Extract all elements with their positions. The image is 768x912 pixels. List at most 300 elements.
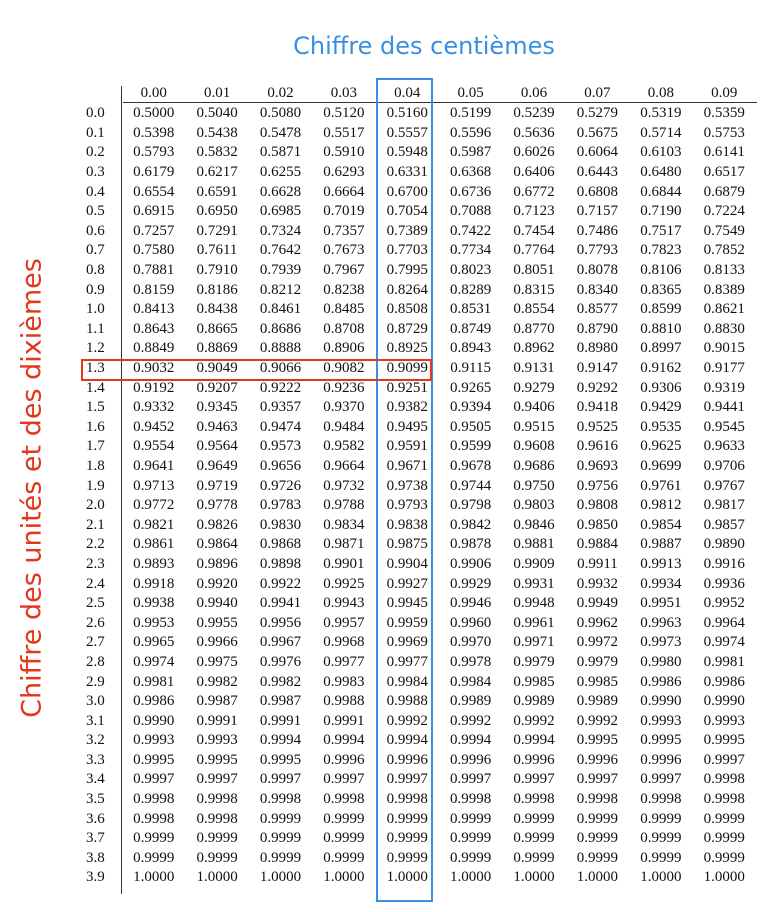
row-header: 2.0 [86, 497, 105, 514]
table-cell: 0.9998 [576, 791, 619, 808]
table-cell: 0.6700 [386, 183, 428, 200]
table-cell: 0.9279 [513, 379, 555, 396]
table-cell: 0.9993 [640, 712, 682, 729]
table-cell: 0.7486 [576, 222, 619, 239]
table-cell: 0.9896 [196, 555, 238, 572]
columns-title: Chiffre des centièmes [293, 32, 555, 60]
table-cell: 0.9875 [386, 536, 428, 553]
table-cell: 0.9986 [703, 673, 745, 690]
table-cell: 0.9842 [450, 516, 492, 533]
row-header: 2.2 [86, 536, 105, 553]
table-cell: 0.9992 [386, 712, 428, 729]
row-header: 3.9 [86, 869, 105, 886]
table-cell: 0.9864 [196, 536, 238, 553]
table-cell: 0.9608 [513, 438, 555, 455]
table-cell: 0.7019 [323, 203, 365, 220]
table-cell: 0.5753 [703, 124, 745, 141]
table-cell: 0.9977 [386, 653, 428, 670]
highlighted-row-box [81, 359, 432, 381]
table-cell: 0.9991 [196, 712, 238, 729]
table-cell: 0.9693 [576, 457, 619, 474]
table-cell: 0.9564 [196, 438, 238, 455]
rows-title: Chiffre des unités et des dixièmes [16, 258, 48, 718]
table-cell: 0.8289 [450, 281, 492, 298]
table-cell: 0.9997 [513, 771, 555, 788]
table-cell: 0.6591 [196, 183, 238, 200]
row-header: 2.4 [86, 575, 105, 592]
row-header: 0.6 [86, 222, 105, 239]
table-cell: 0.9999 [133, 830, 175, 847]
table-cell: 0.9983 [323, 673, 365, 690]
table-cell: 0.9429 [640, 399, 682, 416]
row-header: 1.8 [86, 457, 105, 474]
row-header: 0.3 [86, 164, 105, 181]
table-cell: 0.8438 [196, 301, 238, 318]
table-cell: 0.9222 [259, 379, 302, 396]
table-cell: 0.5239 [513, 105, 555, 122]
table-cell: 0.5832 [196, 144, 238, 161]
table-cell: 0.5438 [196, 124, 238, 141]
table-cell: 0.9808 [576, 497, 619, 514]
table-cell: 0.9996 [640, 751, 682, 768]
table-cell: 0.9803 [513, 497, 555, 514]
table-cell: 0.6217 [196, 164, 238, 181]
column-header: 0.01 [203, 84, 231, 101]
table-cell: 0.8849 [133, 340, 175, 357]
table-cell: 0.9998 [196, 791, 238, 808]
table-cell: 0.6026 [513, 144, 555, 161]
row-header: 1.7 [86, 438, 105, 455]
row-header: 1.6 [86, 418, 105, 435]
table-cell: 0.8621 [703, 301, 745, 318]
table-cell: 0.5160 [386, 105, 428, 122]
table-cell: 0.9812 [640, 497, 682, 514]
table-corner [80, 82, 122, 104]
table-cell: 0.9599 [450, 438, 492, 455]
table-cell: 0.9916 [703, 555, 745, 572]
row-header-divider [121, 86, 122, 894]
table-cell: 0.9999 [703, 810, 745, 827]
table-cell: 0.9999 [576, 810, 619, 827]
row-header: 0.9 [86, 281, 105, 298]
table-cell: 0.7703 [386, 242, 428, 259]
table-cell: 0.9979 [513, 653, 555, 670]
table-cell: 0.9998 [640, 791, 682, 808]
table-cell: 0.7673 [323, 242, 365, 259]
table-cell: 0.7088 [450, 203, 492, 220]
table-cell: 0.9964 [703, 614, 745, 631]
table-cell: 0.9999 [386, 849, 428, 866]
table-cell: 0.5279 [576, 105, 619, 122]
table-cell: 0.9996 [450, 751, 492, 768]
table-cell: 0.9999 [259, 830, 302, 847]
table-cell: 0.5040 [196, 105, 238, 122]
table-cell: 0.9959 [386, 614, 428, 631]
table-cell: 0.7291 [196, 222, 238, 239]
table-cell: 0.7823 [640, 242, 682, 259]
table-cell: 0.9633 [703, 438, 745, 455]
table-cell: 0.8078 [576, 262, 619, 279]
table-cell: 0.9995 [133, 751, 175, 768]
table-cell: 0.9949 [576, 595, 619, 612]
table-cell: 0.8790 [576, 320, 619, 337]
table-cell: 0.5557 [386, 124, 428, 141]
table-cell: 0.9821 [133, 516, 175, 533]
table-cell: 0.9998 [513, 791, 555, 808]
table-cell: 0.9996 [576, 751, 619, 768]
table-cell: 0.6664 [323, 183, 365, 200]
table-cell: 0.9984 [450, 673, 492, 690]
table-cell: 1.0000 [323, 869, 365, 886]
table-cell: 0.8686 [259, 320, 302, 337]
table-cell: 0.6064 [576, 144, 619, 161]
table-cell: 0.9997 [259, 771, 302, 788]
table-cell: 0.8212 [259, 281, 302, 298]
table-cell: 0.7580 [133, 242, 175, 259]
table-cell: 0.9999 [259, 849, 302, 866]
table-cell: 0.9927 [386, 575, 428, 592]
table-cell: 0.9998 [703, 791, 745, 808]
table-cell: 0.9981 [703, 653, 745, 670]
table-cell: 0.9726 [259, 477, 302, 494]
table-cell: 0.7454 [513, 222, 555, 239]
table-cell: 0.9989 [513, 693, 555, 710]
table-cell: 0.9986 [640, 673, 682, 690]
table-cell: 0.9936 [703, 575, 745, 592]
column-header: 0.08 [647, 84, 674, 101]
table-cell: 0.9995 [703, 732, 745, 749]
table-cell: 0.9236 [323, 379, 365, 396]
table-cell: 0.9857 [703, 516, 745, 533]
table-cell: 0.9957 [323, 614, 365, 631]
table-cell: 0.6985 [259, 203, 302, 220]
row-header: 1.3 [86, 360, 105, 377]
table-cell: 0.6879 [703, 183, 745, 200]
table-cell: 0.9999 [513, 810, 555, 827]
table-cell: 0.7734 [450, 242, 492, 259]
table-cell: 0.9974 [703, 634, 745, 651]
table-cell: 0.9993 [703, 712, 745, 729]
table-cell: 0.8962 [513, 340, 555, 357]
table-cell: 0.9965 [133, 634, 175, 651]
table-cell: 0.9972 [576, 634, 619, 651]
table-cell: 0.9994 [259, 732, 302, 749]
table-cell: 0.9032 [133, 360, 175, 377]
table-cell: 0.9925 [323, 575, 365, 592]
row-header: 2.3 [86, 555, 105, 572]
row-header: 3.0 [86, 693, 105, 710]
table-cell: 0.9938 [133, 595, 175, 612]
table-cell: 0.5478 [259, 124, 302, 141]
table-cell: 0.8665 [196, 320, 238, 337]
table-cell: 0.9986 [133, 693, 175, 710]
table-cell: 0.9999 [450, 810, 492, 827]
table-cell: 0.9382 [386, 399, 428, 416]
table-cell: 0.9793 [386, 497, 428, 514]
table-cell: 0.9744 [450, 477, 492, 494]
table-cell: 0.9967 [259, 634, 302, 651]
table-cell: 0.9909 [513, 555, 555, 572]
table-cell: 0.9625 [640, 438, 682, 455]
table-cell: 0.9973 [640, 634, 682, 651]
table-cell: 0.6628 [259, 183, 302, 200]
table-cell: 0.9978 [450, 653, 492, 670]
table-cell: 0.9996 [513, 751, 555, 768]
column-header: 0.07 [584, 84, 611, 101]
row-header: 3.7 [86, 830, 105, 847]
table-cell: 0.9406 [513, 399, 555, 416]
table-cell: 0.9985 [513, 673, 555, 690]
table-cell: 0.8159 [133, 281, 175, 298]
table-cell: 0.9664 [323, 457, 365, 474]
table-cell: 0.9948 [513, 595, 555, 612]
column-header-divider [123, 102, 757, 103]
table-cell: 0.8749 [450, 320, 492, 337]
table-cell: 0.9767 [703, 477, 745, 494]
table-cell: 0.5987 [450, 144, 492, 161]
table-cell: 0.9979 [576, 653, 619, 670]
table-cell: 0.9719 [196, 477, 238, 494]
table-cell: 0.8238 [323, 281, 365, 298]
column-header: 0.04 [394, 84, 421, 101]
table-cell: 0.6406 [513, 164, 555, 181]
table-cell: 0.9999 [323, 810, 365, 827]
table-cell: 0.9995 [640, 732, 682, 749]
table-cell: 0.9980 [640, 653, 682, 670]
table-cell: 0.9998 [323, 791, 365, 808]
table-cell: 0.7939 [259, 262, 302, 279]
table-cell: 0.6554 [133, 183, 175, 200]
table-cell: 0.6368 [450, 164, 492, 181]
table-cell: 0.9999 [576, 830, 619, 847]
row-header: 1.4 [86, 379, 105, 396]
table-cell: 0.9265 [450, 379, 492, 396]
table-cell: 0.9989 [576, 693, 619, 710]
table-cell: 0.9982 [259, 673, 302, 690]
table-cell: 0.9319 [703, 379, 745, 396]
table-cell: 0.6844 [640, 183, 682, 200]
table-cell: 0.9999 [259, 810, 302, 827]
table-cell: 0.7123 [513, 203, 555, 220]
table-cell: 0.9999 [386, 810, 428, 827]
table-cell: 0.7764 [513, 242, 555, 259]
table-cell: 0.5910 [323, 144, 365, 161]
row-header: 3.1 [86, 712, 105, 729]
table-cell: 0.9991 [323, 712, 365, 729]
table-cell: 0.8708 [323, 320, 365, 337]
table-cell: 0.9995 [259, 751, 302, 768]
table-cell: 0.7517 [640, 222, 682, 239]
table-cell: 0.9357 [259, 399, 302, 416]
table-cell: 0.9370 [323, 399, 365, 416]
table-cell: 0.7257 [133, 222, 175, 239]
table-cell: 0.9906 [450, 555, 492, 572]
row-header: 0.2 [86, 144, 105, 161]
table-cell: 0.6808 [576, 183, 619, 200]
row-header: 1.9 [86, 477, 105, 494]
table-cell: 0.9994 [450, 732, 492, 749]
table-cell: 0.9515 [513, 418, 555, 435]
table-cell: 0.5398 [133, 124, 175, 141]
table-cell: 0.5000 [133, 105, 175, 122]
table-cell: 0.9878 [450, 536, 492, 553]
table-cell: 0.6772 [513, 183, 555, 200]
column-header: 0.02 [267, 84, 294, 101]
table-cell: 0.7852 [703, 242, 745, 259]
table-cell: 0.9966 [196, 634, 238, 651]
table-cell: 0.8461 [259, 301, 302, 318]
table-cell: 0.6915 [133, 203, 175, 220]
table-cell: 0.9441 [703, 399, 745, 416]
table-cell: 0.9772 [133, 497, 175, 514]
table-cell: 0.9999 [323, 830, 365, 847]
table-cell: 0.8643 [133, 320, 175, 337]
table-cell: 0.9082 [323, 360, 365, 377]
table-cell: 0.9554 [133, 438, 175, 455]
table-cell: 0.9484 [323, 418, 365, 435]
table-cell: 0.9495 [386, 418, 428, 435]
row-header: 3.8 [86, 849, 105, 866]
table-cell: 0.9946 [450, 595, 492, 612]
table-cell: 0.9713 [133, 477, 175, 494]
table-cell: 0.9192 [133, 379, 175, 396]
table-cell: 0.9990 [640, 693, 682, 710]
table-cell: 0.9962 [576, 614, 619, 631]
table-cell: 0.9941 [259, 595, 302, 612]
table-cell: 0.9671 [386, 457, 428, 474]
table-cell: 0.9292 [576, 379, 619, 396]
table-cell: 0.9756 [576, 477, 619, 494]
table-cell: 0.9699 [640, 457, 682, 474]
table-cell: 0.9582 [323, 438, 365, 455]
table-cell: 0.6331 [386, 164, 428, 181]
table-cell: 0.8531 [450, 301, 492, 318]
table-cell: 0.9015 [703, 340, 745, 357]
table-cell: 0.8106 [640, 262, 682, 279]
table-cell: 0.8980 [576, 340, 619, 357]
table-cell: 0.9994 [386, 732, 428, 749]
table-cell: 0.9678 [450, 457, 492, 474]
table-cell: 0.5793 [133, 144, 175, 161]
table-cell: 0.5359 [703, 105, 745, 122]
table-cell: 0.9999 [450, 830, 492, 847]
table-cell: 0.9956 [259, 614, 302, 631]
table-cell: 0.9750 [513, 477, 555, 494]
table-cell: 0.9999 [450, 849, 492, 866]
table-cell: 0.5636 [513, 124, 555, 141]
table-cell: 0.8186 [196, 281, 238, 298]
table-cell: 0.6103 [640, 144, 682, 161]
table-cell: 0.9963 [640, 614, 682, 631]
table-cell: 0.9932 [576, 575, 619, 592]
table-cell: 1.0000 [513, 869, 555, 886]
table-cell: 0.7224 [703, 203, 745, 220]
table-cell: 0.9997 [640, 771, 682, 788]
table-cell: 0.9999 [576, 849, 619, 866]
table-cell: 0.7611 [196, 242, 238, 259]
table-cell: 0.9788 [323, 497, 365, 514]
table-cell: 0.9960 [450, 614, 492, 631]
table-cell: 0.9998 [133, 791, 175, 808]
table-cell: 0.9505 [450, 418, 492, 435]
row-header: 3.5 [86, 791, 105, 808]
table-cell: 0.6255 [259, 164, 302, 181]
table-cell: 0.9999 [323, 849, 365, 866]
table-cell: 0.5948 [386, 144, 428, 161]
table-cell: 0.7967 [323, 262, 365, 279]
table-cell: 0.9868 [259, 536, 302, 553]
table-cell: 0.9969 [386, 634, 428, 651]
row-header: 2.5 [86, 595, 105, 612]
table-cell: 0.6443 [576, 164, 619, 181]
table-cell: 0.9525 [576, 418, 619, 435]
row-header: 0.7 [86, 242, 105, 259]
table-cell: 0.5120 [323, 105, 365, 122]
table-cell: 0.9968 [323, 634, 365, 651]
row-header: 1.0 [86, 301, 105, 318]
table-cell: 1.0000 [576, 869, 619, 886]
table-cell: 0.8810 [640, 320, 682, 337]
table-cell: 0.9999 [513, 849, 555, 866]
table-cell: 0.9881 [513, 536, 555, 553]
table-cell: 0.8943 [450, 340, 492, 357]
table-cell: 0.9934 [640, 575, 682, 592]
table-cell: 0.8413 [133, 301, 175, 318]
table-cell: 0.9998 [703, 771, 745, 788]
table-cell: 0.9686 [513, 457, 555, 474]
table-cell: 0.8770 [513, 320, 555, 337]
table-cell: 0.5080 [259, 105, 302, 122]
row-header: 2.1 [86, 516, 105, 533]
column-header: 0.06 [520, 84, 548, 101]
table-cell: 1.0000 [640, 869, 682, 886]
table-cell: 0.9977 [323, 653, 365, 670]
table-cell: 0.6736 [450, 183, 492, 200]
table-cell: 0.9830 [259, 516, 302, 533]
table-cell: 0.9656 [259, 457, 302, 474]
table-cell: 0.9920 [196, 575, 238, 592]
table-cell: 0.8830 [703, 320, 745, 337]
table-cell: 0.9904 [386, 555, 428, 572]
table-cell: 0.9999 [640, 810, 682, 827]
row-header: 1.2 [86, 340, 105, 357]
table-cell: 0.9999 [513, 830, 555, 847]
table-cell: 0.9049 [196, 360, 238, 377]
table-cell: 0.9991 [259, 712, 302, 729]
table-cell: 0.9913 [640, 555, 682, 572]
row-header: 1.1 [86, 320, 105, 337]
table-cell: 0.9999 [133, 849, 175, 866]
table-cell: 0.9861 [133, 536, 175, 553]
table-cell: 0.9463 [196, 418, 238, 435]
table-cell: 0.8925 [386, 340, 428, 357]
table-cell: 0.9798 [450, 497, 492, 514]
table-cell: 0.9332 [133, 399, 175, 416]
table-cell: 1.0000 [450, 869, 492, 886]
table-cell: 0.9984 [386, 673, 428, 690]
table-cell: 0.9988 [323, 693, 365, 710]
table-cell: 0.6141 [703, 144, 745, 161]
table-cell: 0.9871 [323, 536, 365, 553]
table-cell: 0.9884 [576, 536, 619, 553]
table-cell: 0.9999 [196, 849, 238, 866]
table-cell: 0.5871 [259, 144, 302, 161]
table-cell: 0.9207 [196, 379, 238, 396]
table-cell: 0.9778 [196, 497, 238, 514]
table-cell: 0.8365 [640, 281, 682, 298]
table-cell: 0.7190 [640, 203, 682, 220]
table-cell: 0.7995 [386, 262, 428, 279]
